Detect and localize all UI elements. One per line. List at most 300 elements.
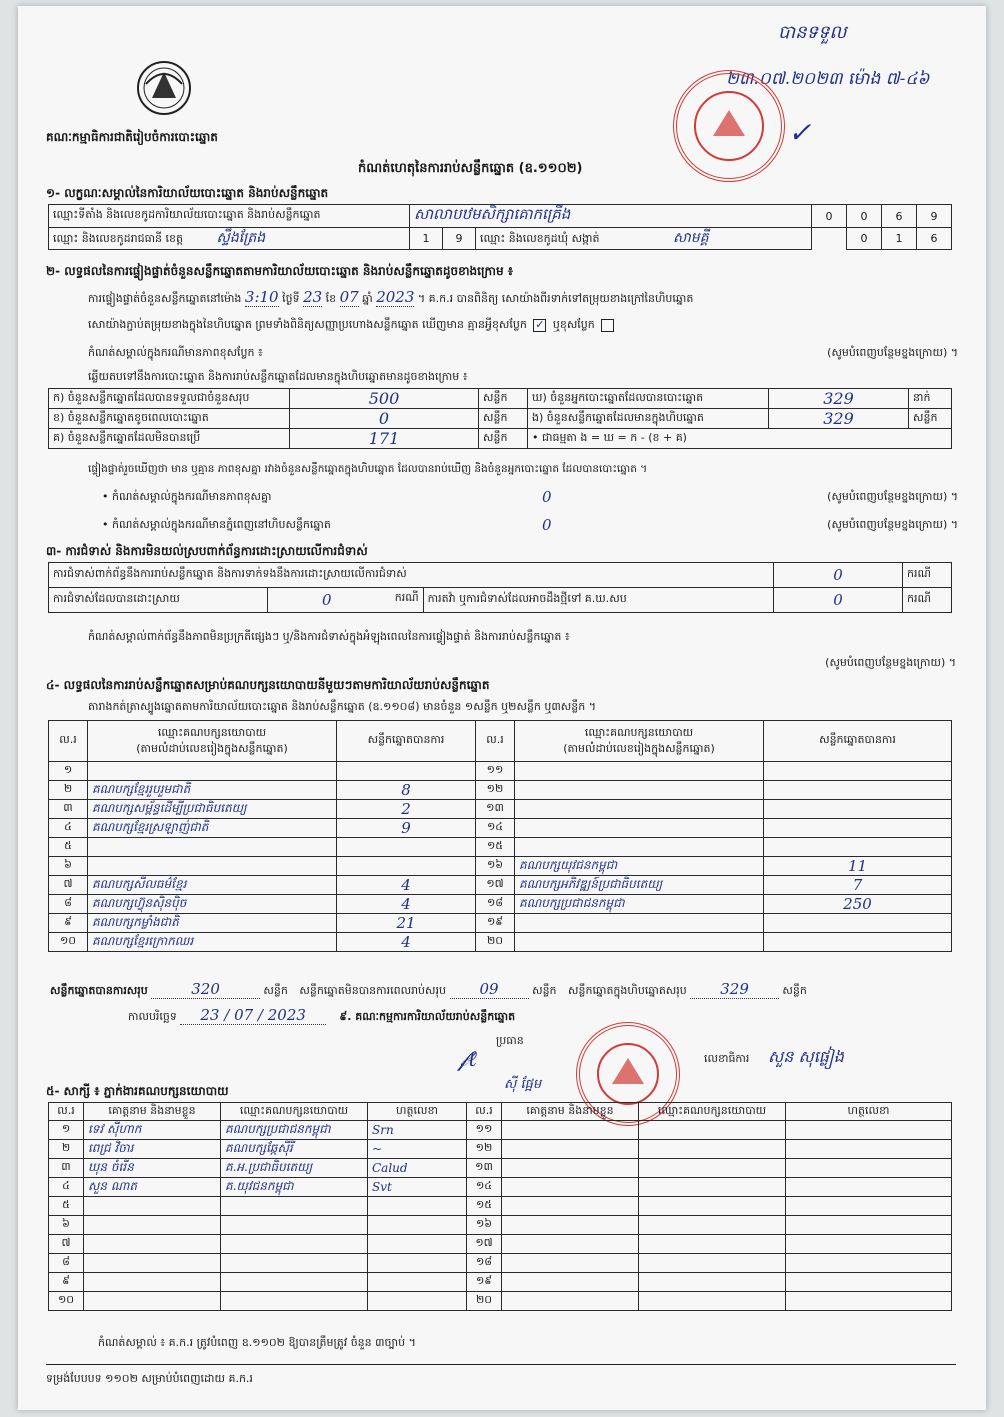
defect-note-label: កំណត់សម្គាល់ក្នុងករណីមានភាពខុសប្លែក ៖ bbox=[88, 346, 263, 359]
valid-total-label: សន្លឹកឆ្នោតបានការសរុប bbox=[50, 984, 148, 997]
witness-party-text: គ.អ.ប្រជាធិបតេយ្យ bbox=[225, 1160, 313, 1174]
table-row bbox=[49, 876, 952, 895]
result-votes bbox=[337, 781, 476, 800]
table-row bbox=[49, 819, 952, 838]
witness-no: ១២ bbox=[467, 1140, 502, 1159]
location-label: ឈ្មោះទីតាំង និងលេខកូដការិយាល័យបោះឆ្នោត និងរាប់សន្លឹកឆ្នោត bbox=[49, 205, 410, 228]
result-votes bbox=[337, 838, 476, 857]
col-votes: សន្លឹកឆ្នោតបានការ bbox=[337, 721, 476, 762]
result-party bbox=[515, 895, 764, 914]
unused-label: គ) ចំនួនសន្លឹកឆ្នោតដែលមិនបានប្រើ bbox=[49, 429, 290, 449]
witness-signature bbox=[786, 1254, 952, 1273]
section3-title: ៣- ការជំទាស់ និងការមិនយល់ស្របពាក់ព័ន្ធការដោះស្រាយលើការជំទាស់ bbox=[46, 544, 368, 558]
resolved-value: 0 bbox=[322, 591, 332, 609]
unit: សន្លឹក bbox=[532, 984, 557, 997]
result-party-text: គណបក្សខ្មែរស្រឡាញ់ជាតិ bbox=[92, 820, 209, 834]
section1-title: ១- លក្ខណៈសម្គាល់នៃការិយាល័យបោះឆ្នោត និងរាប់សន្លឹកឆ្នោត bbox=[46, 186, 329, 200]
witness-signature bbox=[786, 1235, 952, 1254]
has-defect-checkbox[interactable] bbox=[601, 319, 614, 332]
witness-name bbox=[84, 1197, 221, 1216]
code-digit: 0 bbox=[812, 205, 847, 228]
date-value: 23 / 07 / 2023 bbox=[180, 1006, 326, 1025]
witness-no: ២០ bbox=[467, 1292, 502, 1311]
result-no: ១៧ bbox=[476, 876, 515, 895]
table-row bbox=[49, 838, 952, 857]
verification-line bbox=[88, 290, 693, 306]
result-votes-text: 7 bbox=[852, 876, 863, 894]
unused-value bbox=[290, 429, 479, 449]
has-defect-label: ឬខុសប្លែក bbox=[552, 318, 595, 331]
committee-label: ៩. គណៈកម្មការការិយាល័យរាប់សន្លឹកឆ្នោត bbox=[339, 1010, 516, 1023]
totals-line bbox=[50, 982, 954, 998]
result-party bbox=[515, 838, 764, 857]
table-row bbox=[49, 1254, 952, 1273]
day-label: ថ្ងៃទី bbox=[282, 292, 300, 305]
appeal-label: ការតវ៉ា ឬការជំទាស់ដែលអាចដឹងថ្មីទៅ គ.ឃ.សប bbox=[423, 588, 773, 613]
witness-signature bbox=[786, 1216, 952, 1235]
result-no: ៦ bbox=[49, 857, 88, 876]
received-date: ២៣.០៧.២០២៣ ម៉ោង ៧-៤៦ bbox=[726, 69, 930, 89]
col-no: ល.រ bbox=[49, 1103, 84, 1121]
result-no: ១០ bbox=[49, 933, 88, 952]
time-value: 3:10 bbox=[244, 288, 279, 306]
witness-party bbox=[639, 1216, 786, 1235]
witness-name bbox=[502, 1292, 639, 1311]
code-digit: 9 bbox=[917, 205, 952, 228]
witness-no: ៣ bbox=[49, 1159, 84, 1178]
result-party bbox=[515, 781, 764, 800]
result-party bbox=[88, 933, 337, 952]
result-party bbox=[88, 781, 337, 800]
box-total-label: សន្លឹកឆ្នោតក្នុងហិបឆ្នោតសរុប bbox=[568, 984, 687, 997]
result-no: ១៩ bbox=[476, 914, 515, 933]
table-row bbox=[49, 762, 952, 781]
witness-no: ១៨ bbox=[467, 1254, 502, 1273]
witness-name bbox=[84, 1140, 221, 1159]
bullet1-value: 0 bbox=[542, 488, 552, 506]
witness-no: ១៧ bbox=[467, 1235, 502, 1254]
witness-no: ៨ bbox=[49, 1254, 84, 1273]
month-value: 07 bbox=[339, 288, 359, 306]
day-value: 23 bbox=[303, 288, 323, 306]
witness-no: ១៣ bbox=[467, 1159, 502, 1178]
table-row bbox=[49, 1273, 952, 1292]
date-line bbox=[128, 1008, 515, 1024]
table-row bbox=[49, 857, 952, 876]
table-row bbox=[49, 1178, 952, 1197]
spoiled-value bbox=[290, 409, 479, 429]
year-label: ឆ្នាំ bbox=[362, 292, 373, 305]
result-no: ១៥ bbox=[476, 838, 515, 857]
invalid-total-value: 09 bbox=[450, 980, 529, 999]
in-box-value-text: 329 bbox=[823, 409, 854, 428]
result-no: ១៣ bbox=[476, 800, 515, 819]
section1-table bbox=[48, 204, 952, 250]
received-note: បានទទួល bbox=[778, 22, 847, 43]
witness-party bbox=[221, 1216, 368, 1235]
result-votes bbox=[764, 838, 952, 857]
commune-code-digit: 6 bbox=[917, 228, 952, 250]
col-sign: ហត្ថលេខា bbox=[368, 1103, 467, 1121]
box-total-value: 329 bbox=[690, 980, 779, 999]
witness-name bbox=[84, 1235, 221, 1254]
witness-party bbox=[221, 1178, 368, 1197]
result-party-text: គណបក្សហ៊្វុនស៊ិនប៉ិច bbox=[92, 896, 187, 910]
witness-signature bbox=[368, 1273, 467, 1292]
witness-party bbox=[639, 1178, 786, 1197]
witness-party bbox=[221, 1140, 368, 1159]
result-votes bbox=[764, 800, 952, 819]
spoiled-label: ខ) ចំនួនសន្លឹកឆ្នោតខូចពេលបោះឆ្នោត bbox=[49, 409, 290, 429]
bullet2-value: 0 bbox=[542, 516, 552, 534]
witness-party bbox=[221, 1197, 368, 1216]
discrepancy-line: ផ្ទៀងផ្ទាត់រួចឃើញថា មាន ឬគ្មាន ភាពខុសគ្នា រវាងចំនួនសន្លឹកឆ្នោតក្នុងហិបឆ្នោត ដែលបានរាប់ឃើញ និងចំនួនអ្នកបោះឆ្នោត ដែលបានបោះឆ្នោត ។ bbox=[88, 463, 648, 475]
witness-signature bbox=[368, 1292, 467, 1311]
result-party-text: គណបក្សខ្មែរក្រោកឈរ bbox=[92, 934, 194, 948]
fill-note: (សូមបំពេញបន្ថែមខ្នងក្រោយ) ។ bbox=[827, 518, 958, 531]
bullet1-line bbox=[102, 490, 958, 504]
chair-signature: 𝒻ℓ bbox=[458, 1047, 477, 1072]
witness-no: ២ bbox=[49, 1140, 84, 1159]
table-row bbox=[49, 1216, 952, 1235]
witness-party bbox=[221, 1159, 368, 1178]
result-party bbox=[515, 933, 764, 952]
witness-no: ៩ bbox=[49, 1273, 84, 1292]
col-no: ល.រ bbox=[49, 721, 88, 762]
seal-check-text: សោយ៉ាងភ្ជាប់តម្រុយខាងក្នុងនៃហិបឆ្នោត ព្រមទាំងពិនិត្យសញ្ញាប្រហោងសន្លឹកឆ្នោត ឃើញមាន bbox=[88, 318, 464, 331]
date-label: កាលបរិច្ឆេទ bbox=[128, 1010, 177, 1023]
witness-signature-text: ~ bbox=[372, 1142, 383, 1156]
table-row bbox=[49, 1159, 952, 1178]
official-stamp-top bbox=[673, 70, 785, 182]
defect-note-line bbox=[88, 346, 958, 360]
irregularity-note: កំណត់សម្គាល់ពាក់ព័ន្ធនឹងភាពមិនប្រក្រតីផ្សេងៗ ឬ/និងការជំទាស់ក្នុងអំឡុងពេលនៃការផ្ទៀងផ្ទាត់ និងការរាប់សន្លឹកឆ្នោត ៖ bbox=[88, 630, 570, 643]
result-party-text: គណបក្សសម្ព័ន្ធដើម្បីប្រជាធិបតេយ្យ bbox=[92, 801, 247, 815]
result-no: ១២ bbox=[476, 781, 515, 800]
witness-name bbox=[502, 1216, 639, 1235]
witness-signature-text: Calud bbox=[372, 1161, 408, 1175]
witness-party bbox=[221, 1292, 368, 1311]
result-votes-text: 4 bbox=[401, 933, 411, 951]
witness-no: ៤ bbox=[49, 1178, 84, 1197]
witness-party bbox=[639, 1273, 786, 1292]
result-votes bbox=[337, 933, 476, 952]
col-party bbox=[515, 721, 764, 762]
seal-check-line bbox=[88, 318, 617, 332]
section4-subtitle: តារាងកត់ត្រាស្បូងឆ្នោតតាមការិយាល័យបោះឆ្នោត និងរាប់សន្លឹកឆ្នោត (ឧ.១១០៨) មានចំនួន ១សន្លឹក ឬ២សន្លឹក ឬ៣សន្លឹក ។ bbox=[88, 700, 596, 713]
appeal-value bbox=[774, 588, 903, 613]
code-digit: 6 bbox=[882, 205, 917, 228]
year-value: 2023 bbox=[376, 288, 415, 306]
table-row bbox=[49, 781, 952, 800]
resolved-cell bbox=[268, 588, 424, 613]
result-votes bbox=[764, 857, 952, 876]
section5-title: ៥- សាក្សី ៖ ភ្នាក់ងារគណបក្សនយោបាយ bbox=[46, 1084, 229, 1098]
col-sign: ហត្ថលេខា bbox=[786, 1103, 952, 1121]
result-votes bbox=[764, 914, 952, 933]
voters-value-text: 329 bbox=[823, 389, 854, 408]
commune-value: សាមគ្គី bbox=[673, 230, 709, 246]
section2-title: ២- លទ្ធផលនៃការផ្ទៀងផ្ទាត់ចំនួនសន្លឹកឆ្នោតតាមការិយាល័យបោះឆ្នោត និងរាប់សន្លឹកឆ្នោតដូចខាងក្រោម ៖ bbox=[46, 264, 514, 278]
col-party-sub: (តាមលំដាប់លេខរៀងក្នុងសន្លឹកឆ្នោត) bbox=[136, 742, 288, 755]
invalid-total-label: សន្លឹកឆ្នោតមិនបានការពេលរាប់សរុប bbox=[299, 984, 446, 997]
location-value bbox=[410, 205, 812, 228]
objection-value-text: 0 bbox=[833, 566, 843, 584]
result-votes-text: 250 bbox=[843, 895, 872, 913]
col-party-title: ឈ្មោះគណបក្សនយោបាយ bbox=[157, 726, 267, 739]
result-votes-text: 8 bbox=[401, 781, 411, 799]
result-party-text: គណបក្សប្រជាជនកម្ពុជា bbox=[519, 896, 625, 910]
witness-no: ១៩ bbox=[467, 1273, 502, 1292]
received-value bbox=[290, 389, 479, 409]
unit: សន្លឹក bbox=[479, 389, 528, 409]
witness-no: ៦ bbox=[49, 1216, 84, 1235]
result-votes bbox=[764, 876, 952, 895]
handwritten-mark: ✓ bbox=[788, 116, 812, 149]
unit: សន្លឹក bbox=[782, 984, 807, 997]
unit: សន្លឹក bbox=[479, 429, 528, 449]
witness-signature bbox=[368, 1254, 467, 1273]
footer-note: កំណត់សម្គាល់ ៖ គ.ក.រ ត្រូវបំពេញ ឧ.១១០២ ឱ្យបានត្រឹមត្រូវ ចំនួន ៣ច្បាប់ ។ bbox=[98, 1336, 416, 1349]
result-no: ១៤ bbox=[476, 819, 515, 838]
witness-signature bbox=[786, 1273, 952, 1292]
result-party bbox=[88, 857, 337, 876]
result-party bbox=[515, 762, 764, 781]
province-code-digit: 1 bbox=[410, 228, 443, 250]
witness-party bbox=[639, 1254, 786, 1273]
result-votes-text: 4 bbox=[401, 876, 411, 894]
ballot-count-table bbox=[48, 388, 952, 449]
location-value-text: សាលាបឋមសិក្សាគោកគ្រើង bbox=[414, 205, 571, 223]
secretary-name: សួន សុផ្លៀង bbox=[768, 1047, 844, 1066]
witness-name bbox=[84, 1292, 221, 1311]
result-votes bbox=[337, 857, 476, 876]
witness-signature-text: Svt bbox=[372, 1180, 392, 1194]
witness-no: ៥ bbox=[49, 1197, 84, 1216]
result-no: ៩ bbox=[49, 914, 88, 933]
witness-name bbox=[502, 1159, 639, 1178]
unused-value-text: 171 bbox=[368, 429, 400, 448]
witness-no: ១៤ bbox=[467, 1178, 502, 1197]
witness-no: ១៦ bbox=[467, 1216, 502, 1235]
result-party bbox=[88, 876, 337, 895]
resolved-label: ការជំទាស់ដែលបានដោះស្រាយ bbox=[49, 588, 268, 613]
form-page bbox=[18, 6, 986, 1410]
result-party-text: គណបក្សយុវជនកម្ពុជា bbox=[519, 858, 618, 872]
bullet1-label: • កំណត់សម្គាល់ក្នុងករណីមានភាពខុសគ្នា bbox=[102, 490, 272, 503]
result-no: ៤ bbox=[49, 819, 88, 838]
result-no: ១៦ bbox=[476, 857, 515, 876]
witness-party bbox=[639, 1121, 786, 1140]
results-table bbox=[48, 720, 952, 952]
commune-cell bbox=[476, 228, 812, 250]
witness-signature bbox=[368, 1140, 467, 1159]
formula: • ជាធម្មតា ង = ឃ = ក - (ខ + គ) bbox=[528, 429, 952, 449]
result-party bbox=[515, 876, 764, 895]
province-value: ស្ទឹងត្រែង bbox=[216, 230, 266, 246]
col-party-sub: (តាមលំដាប់លេខរៀងក្នុងសន្លឹកឆ្នោត) bbox=[563, 742, 715, 755]
witness-name bbox=[84, 1216, 221, 1235]
result-votes-text: 11 bbox=[847, 857, 868, 875]
result-party bbox=[515, 914, 764, 933]
appeal-value-text: 0 bbox=[833, 591, 843, 609]
col-party: ឈ្មោះគណបក្សនយោបាយ bbox=[221, 1103, 368, 1121]
witness-signature bbox=[368, 1235, 467, 1254]
witness-name bbox=[502, 1178, 639, 1197]
result-votes bbox=[337, 800, 476, 819]
province-code-digit: 9 bbox=[443, 228, 476, 250]
witness-party bbox=[639, 1159, 786, 1178]
table-row bbox=[49, 1121, 952, 1140]
result-party-text: គណបក្សអភិវឌ្ឍន៍ប្រជាធិបតេយ្យ bbox=[519, 877, 663, 891]
unit: សន្លឹក bbox=[909, 409, 952, 429]
objection-table bbox=[48, 562, 952, 613]
col-party-title: ឈ្មោះគណបក្សនយោបាយ bbox=[584, 726, 694, 739]
witness-signature bbox=[786, 1197, 952, 1216]
witness-party bbox=[639, 1235, 786, 1254]
witness-signature bbox=[786, 1178, 952, 1197]
unit: នាក់ bbox=[909, 389, 952, 409]
spoiled-value-text: 0 bbox=[378, 409, 390, 428]
witness-party bbox=[639, 1197, 786, 1216]
table-row bbox=[49, 914, 952, 933]
result-votes-text: 4 bbox=[401, 895, 411, 913]
witness-party bbox=[221, 1235, 368, 1254]
col-votes: សន្លឹកឆ្នោតបានការ bbox=[764, 721, 952, 762]
section4-title: ៤- លទ្ធផលនៃការរាប់សន្លឹកឆ្នោតសម្រាប់គណបក្សនយោបាយនីមួយៗតាមការិយាល័យរាប់សន្លឹកឆ្នោត bbox=[46, 678, 490, 692]
table-row bbox=[49, 1197, 952, 1216]
witness-party-text: គណបក្សប្រជាជនកម្ពុជា bbox=[225, 1122, 331, 1136]
witness-name bbox=[84, 1273, 221, 1292]
col-no: ល.រ bbox=[467, 1103, 502, 1121]
fill-note: (សូមបំពេញបន្ថែមខ្នងក្រោយ) ។ bbox=[825, 656, 956, 669]
province-label-text: ឈ្មោះ និងលេខកូដរាជធានី ខេត្ត bbox=[53, 232, 183, 245]
result-no: ១ bbox=[49, 762, 88, 781]
witness-signature bbox=[786, 1140, 952, 1159]
unit: សន្លឹក bbox=[479, 409, 528, 429]
witness-no: ១១ bbox=[467, 1121, 502, 1140]
col-name: គោត្តនាម និងនាមខ្លួន bbox=[502, 1103, 639, 1121]
witness-name bbox=[84, 1254, 221, 1273]
unit: ករណី bbox=[903, 563, 952, 588]
table-row bbox=[49, 1292, 952, 1311]
result-votes-text: 21 bbox=[396, 914, 416, 932]
witness-party bbox=[221, 1273, 368, 1292]
col-party: ឈ្មោះគណបក្សនយោបាយ bbox=[639, 1103, 786, 1121]
footer-bottom: ទម្រង់បែបបទ ១១០២ សម្រាប់បំពេញដោយ គ.ក.រ bbox=[46, 1372, 253, 1385]
commune-code-digit: 0 bbox=[847, 228, 882, 250]
result-votes bbox=[764, 819, 952, 838]
witness-party bbox=[221, 1254, 368, 1273]
col-party bbox=[88, 721, 337, 762]
result-party bbox=[88, 819, 337, 838]
result-no: ២ bbox=[49, 781, 88, 800]
result-votes bbox=[764, 762, 952, 781]
commune-code-digit: 1 bbox=[882, 228, 917, 250]
result-no: ៣ bbox=[49, 800, 88, 819]
valid-total-value: 320 bbox=[151, 980, 260, 999]
witness-name-text: ឃុន ចំរើន bbox=[88, 1160, 134, 1174]
result-votes bbox=[764, 933, 952, 952]
witness-name-text: ពេជ្រ វិចារ bbox=[88, 1141, 134, 1155]
voters-value bbox=[769, 389, 909, 409]
witness-party bbox=[639, 1140, 786, 1159]
month-label: ខែ bbox=[325, 292, 337, 305]
verification-prefix: ការផ្ទៀងផ្ទាត់ចំនួនសន្លឹកឆ្នោតនៅម៉ោង bbox=[88, 292, 242, 305]
commune-label: ឈ្មោះ និងលេខកូដឃុំ សង្កាត់ bbox=[480, 232, 600, 245]
table-row bbox=[49, 1140, 952, 1159]
result-votes bbox=[764, 781, 952, 800]
witness-signature bbox=[368, 1216, 467, 1235]
unit: ករណី bbox=[903, 588, 952, 613]
witness-name bbox=[84, 1121, 221, 1140]
result-party bbox=[88, 762, 337, 781]
result-votes bbox=[337, 819, 476, 838]
table-row bbox=[49, 800, 952, 819]
witness-name bbox=[502, 1273, 639, 1292]
result-votes bbox=[764, 895, 952, 914]
result-no: ៧ bbox=[49, 876, 88, 895]
table-row bbox=[49, 1235, 952, 1254]
witness-name bbox=[502, 1140, 639, 1159]
form-title: កំណត់ហេតុនៃការរាប់សន្លឹកឆ្នោត (ឧ.១១០២) bbox=[358, 161, 583, 176]
col-name: គោត្តនាម និងនាមខ្លួន bbox=[84, 1103, 221, 1121]
witness-name bbox=[84, 1178, 221, 1197]
table-intro: ឆ្លើយតបទៅនឹងការបោះឆ្នោត និងការរាប់សន្លឹកឆ្នោតដែលមានក្នុងហិបឆ្នោតមានដូចខាងក្រោម ៖ bbox=[88, 370, 468, 383]
witness-name bbox=[502, 1197, 639, 1216]
witness-signature bbox=[368, 1178, 467, 1197]
objection-label: ការជំទាស់ពាក់ព័ន្ធនឹងការរាប់សន្លឹកឆ្នោត និងការទាក់ទងនឹងការដោះស្រាយលើការជំទាស់ bbox=[49, 563, 774, 588]
no-defect-checkbox[interactable]: ✓ bbox=[535, 317, 545, 331]
in-box-value bbox=[769, 409, 909, 429]
chair-name: ស៊ី ផ្អែម bbox=[504, 1077, 542, 1092]
result-party bbox=[515, 819, 764, 838]
footer-divider bbox=[46, 1364, 956, 1365]
result-votes bbox=[337, 914, 476, 933]
in-box-label: ង) ចំនួនសន្លឹកឆ្នោតដែលមានក្នុងហិបឆ្នោត bbox=[528, 409, 769, 429]
verification-suffix: ។ គ.ក.រ បានពិនិត្យ សោយ៉ាងពីរទាក់ទៅតម្រុយខាងក្រៅនៃហិបឆ្នោត bbox=[417, 292, 694, 305]
witness-name-text: សួន ណាត bbox=[88, 1179, 137, 1193]
witness-signature bbox=[368, 1197, 467, 1216]
voters-label: ឃ) ចំនួនអ្នកបោះឆ្នោតដែលបានបោះឆ្នោត bbox=[528, 389, 769, 409]
witness-signature bbox=[786, 1159, 952, 1178]
result-no: ២០ bbox=[476, 933, 515, 952]
objection-value bbox=[774, 563, 903, 588]
witness-party-text: គ.យុវជនកម្ពុជា bbox=[225, 1179, 294, 1193]
result-votes-text: 9 bbox=[401, 819, 411, 837]
col-no: ល.រ bbox=[476, 721, 515, 762]
code-digit: 0 bbox=[847, 205, 882, 228]
witness-no: ១៥ bbox=[467, 1197, 502, 1216]
table-row bbox=[49, 895, 952, 914]
result-party bbox=[88, 914, 337, 933]
result-party-text: គណបក្សសីលធម៌ខ្មែរ bbox=[92, 877, 187, 891]
chair-label: ប្រធាន bbox=[496, 1034, 524, 1047]
witness-signature bbox=[786, 1292, 952, 1311]
witness-no: ១ bbox=[49, 1121, 84, 1140]
no-defect-label: គ្មានអ្វីខុសប្លែក bbox=[467, 318, 527, 331]
bullet2-line bbox=[102, 518, 958, 532]
bullet2-label: • កំណត់សម្គាល់ក្នុងករណីមានភ្នំពេញនៅហិបសន្លឹកឆ្នោត bbox=[102, 518, 331, 531]
fill-note: (សូមបំពេញបន្ថែមខ្នងក្រោយ) ។ bbox=[827, 346, 958, 359]
result-votes bbox=[337, 876, 476, 895]
witness-party bbox=[221, 1121, 368, 1140]
witness-party-text: គណបក្សឆ្កែស៊ីរី bbox=[225, 1141, 293, 1155]
result-party bbox=[515, 800, 764, 819]
received-value-text: 500 bbox=[368, 389, 400, 408]
result-party-text: គណបក្សកម្លាំងជាតិ bbox=[92, 915, 179, 929]
result-votes-text: 2 bbox=[401, 800, 411, 818]
